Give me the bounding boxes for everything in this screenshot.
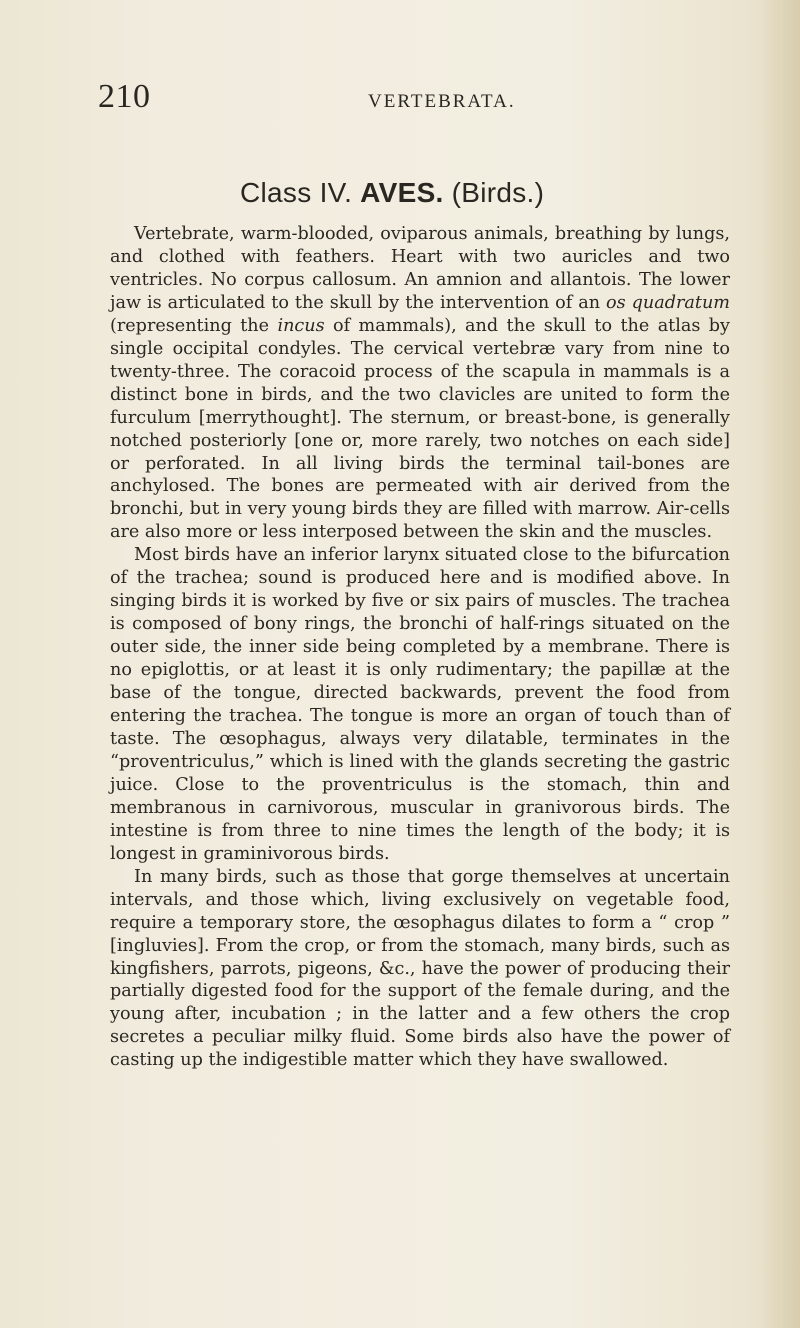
page-edge-shadow (760, 0, 800, 1328)
page-number: 210 (98, 78, 151, 115)
p1-incus: incus (277, 315, 325, 336)
class-label: Class IV. (240, 177, 353, 208)
section-title (240, 177, 544, 209)
p1-text-a: Vertebrate, warm-blooded, oviparous animals, breathing by lungs, and clothed with feathers. Heart with two auricles and two ventricles. No corpus callosum. An amnion and allantois. The lower jaw is articulated to the skull by the intervention of an (110, 224, 730, 313)
paragraph-2: Most birds have an inferior larynx situated close to the bifurcation of the trachea; sound is produced here and is modified above. In singing birds it is worked by five or six pairs of muscles. The trachea is composed of bony rings, the bronchi of half-rings situated on the outer side, the inner side being completed by a membrane. There is no epiglottis, or at least it is only rudimentary; the papillæ at the base of the tongue, directed backwards, prevent the food from entering the trachea. The tongue is more an organ of touch than of taste. The œsophagus, always very dilatable, terminates in the “proventriculus,” which is lined with the glands secreting the gastric juice. Close to the proventriculus is the stomach, thin and membranous in carnivorous, muscular in granivorous birds. The intestine is from three to nine times the length of the body; it is longest in graminivorous birds. (110, 545, 730, 864)
paragraph-3: In many birds, such as those that gorge themselves at uncertain intervals, and those which, living exclusively on vegetable food, require a temporary store, the œsophagus dilates to form a “ crop ” [ingluvies]. From the crop, or from the stomach, many birds, such as kingfishers, parrots, pigeons, &c., have the power of producing their partially digested food for the support of the female during, and the young after, incubation ; in the latter and a few others the crop secretes a peculiar milky fluid. Some birds also have the power of casting up the indigestible matter which they have swallowed. (110, 866, 730, 1071)
p1-os-quadratum: os quadratum (606, 292, 730, 313)
class-common-name: (Birds.) (451, 177, 545, 208)
body-text (110, 223, 730, 1072)
p1-text-e: of mammals), and the skull to the atlas by single occipital condyles. The cervical vertebræ vary from nine to twenty-three. The coracoid process of the scapula in mammals is a distinct bone in birds, and the two clavicles are united to form the furculum [merrythought]. The sternum, or breast-bone, is generally notched posteriorly [one or, more rarely, two notches on each side] or perforated. In all living birds the terminal tail-bones are anchylosed. The bones are permeated with air derived from the bronchi, but in very young birds they are filled with marrow. Air-cells are also more or less interposed between the skin and the muscles. (110, 315, 730, 543)
p1-text-c: (representing the (110, 315, 278, 336)
running-head: VERTEBRATA. (368, 91, 516, 112)
class-name: AVES. (360, 177, 444, 208)
paragraph-1 (110, 223, 730, 544)
